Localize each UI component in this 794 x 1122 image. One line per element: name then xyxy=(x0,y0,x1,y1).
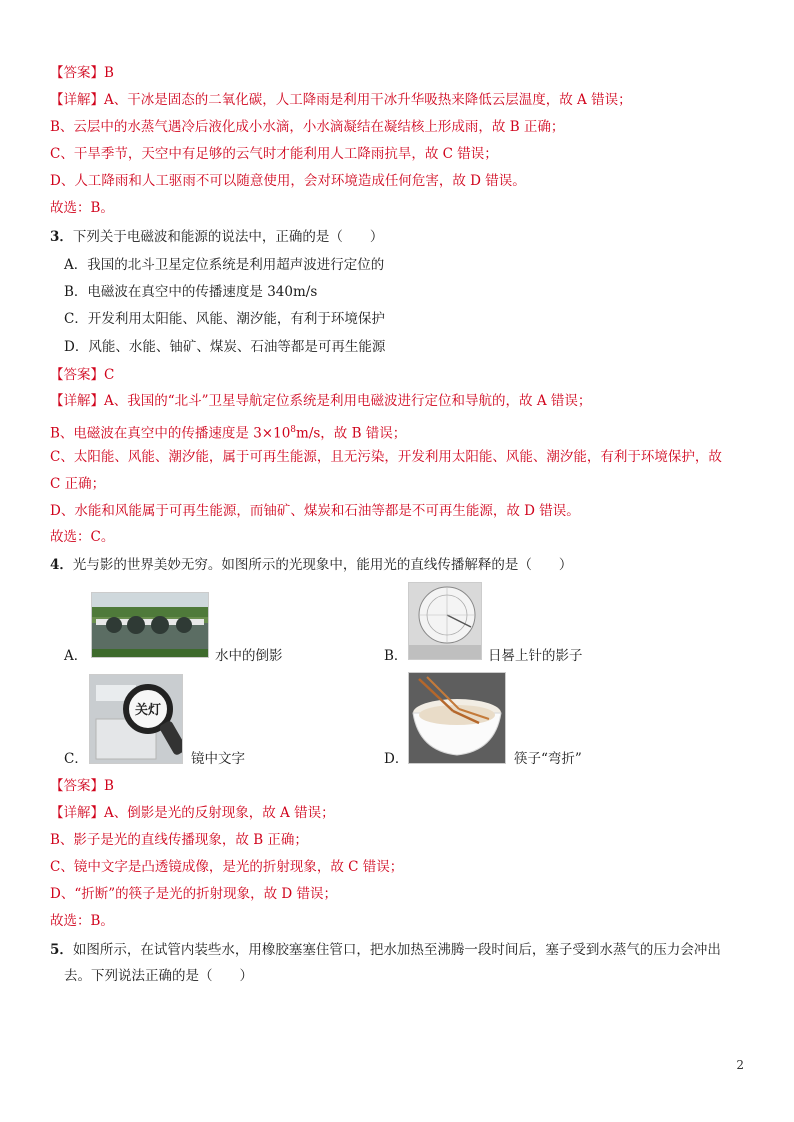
question-stem: 如图所示，在试管内装些水，用橡胶塞塞住管口，把水加热至沸腾一段时间后，塞子受到水蒸气的压力会冲出 xyxy=(72,942,721,958)
option-d: D．风能、水能、铀矿、煤炭、石油等都是可再生能源 xyxy=(64,339,386,355)
answer-line: 【答案】B xyxy=(50,778,114,794)
option-b-letter: B． xyxy=(384,648,408,664)
detail-line: 【详解】A、倒影是光的反射现象，故 A 错误； xyxy=(50,805,335,821)
question-number: 4． xyxy=(50,557,73,573)
magnifier-label: 关灯 xyxy=(135,703,162,718)
detail-line: D、水能和风能属于可再生能源，而铀矿、煤炭和石油等都是不可再生能源，故 D 错误。 xyxy=(50,503,580,519)
question-number: 3． xyxy=(50,229,73,245)
question-stem-cont: 去。下列说法正确的是（ ） xyxy=(64,968,253,984)
sundial-photo xyxy=(408,582,482,660)
chopsticks-bowl-image xyxy=(409,673,505,763)
option-c-letter: C． xyxy=(64,751,88,767)
detail-line: D、“折断”的筷子是光的折射现象，故 D 错误； xyxy=(50,886,338,902)
question-stem: 光与影的世界美妙无穷。如图所示的光现象中，能用光的直线传播解释的是（ ） xyxy=(72,557,573,573)
bridge-reflection-image xyxy=(92,593,208,657)
question-number: 5． xyxy=(50,942,73,958)
detail-line: C、干旱季节，天空中有足够的云气时才能利用人工降雨抗旱，故 C 错误； xyxy=(50,146,498,162)
choice-line: 故选：C。 xyxy=(50,529,115,545)
choice-line: 故选：B。 xyxy=(50,200,114,216)
detail-line: B、云层中的水蒸气遇冷后液化成小水滴，小水滴凝结在凝结核上形成雨，故 B 正确； xyxy=(50,119,565,135)
detail-line: 【详解】A、我国的“北斗”卫星导航定位系统是利用电磁波进行定位和导航的，故 A 错误； xyxy=(50,393,592,409)
sundial-image xyxy=(409,583,481,659)
choice-line: 故选：B。 xyxy=(50,913,114,929)
option-c-caption: 镜中文字 xyxy=(191,751,245,767)
question-3 xyxy=(50,228,383,246)
detail-text: m/s，故 B 错误； xyxy=(296,425,407,442)
question-stem: 下列关于电磁波和能源的说法中，正确的是（ ） xyxy=(72,229,384,245)
answer-line: 【答案】C xyxy=(50,367,115,383)
option-b: B．电磁波在真空中的传播速度是 340m/s xyxy=(64,284,318,300)
page-number: 2 xyxy=(736,1058,744,1072)
detail-line: 【详解】A、干冰是固态的二氧化碳，人工降雨是利用干冰升华吸热来降低云层温度，故 A 错误； xyxy=(50,92,632,108)
option-b-caption: 日晷上针的影子 xyxy=(488,648,583,664)
option-d-caption: 筷子“弯折” xyxy=(514,751,582,767)
magnifier-text-photo xyxy=(89,674,183,764)
question-5 xyxy=(50,941,721,959)
chopsticks-bowl-photo xyxy=(408,672,506,764)
option-d-letter: D． xyxy=(384,751,409,767)
detail-text: B、电磁波在真空中的传播速度是 3×10 xyxy=(50,425,291,442)
option-a-caption: 水中的倒影 xyxy=(215,648,283,664)
detail-line: D、人工降雨和人工驱雨不可以随意使用，会对环境造成任何危害，故 D 错误。 xyxy=(50,173,526,189)
answer-line: 【答案】B xyxy=(50,65,114,81)
option-c: C．开发利用太阳能、风能、潮汐能，有利于环境保护 xyxy=(64,311,385,327)
detail-line: C 正确； xyxy=(50,476,106,492)
detail-line xyxy=(50,421,406,443)
question-4 xyxy=(50,556,572,574)
bridge-reflection-photo xyxy=(91,592,209,658)
option-a: A．我国的北斗卫星定位系统是利用超声波进行定位的 xyxy=(64,257,385,273)
magnifier-image xyxy=(90,675,182,763)
exponent: 8 xyxy=(290,425,297,435)
detail-line: C、镜中文字是凸透镜成像，是光的折射现象，故 C 错误； xyxy=(50,859,404,875)
detail-line: C、太阳能、风能、潮汐能，属于可再生能源，且无污染，开发利用太阳能、风能、潮汐能，有利于环境保护，故 xyxy=(50,449,722,465)
detail-line: B、影子是光的直线传播现象，故 B 正确； xyxy=(50,832,308,848)
option-a-letter: A． xyxy=(64,648,88,664)
